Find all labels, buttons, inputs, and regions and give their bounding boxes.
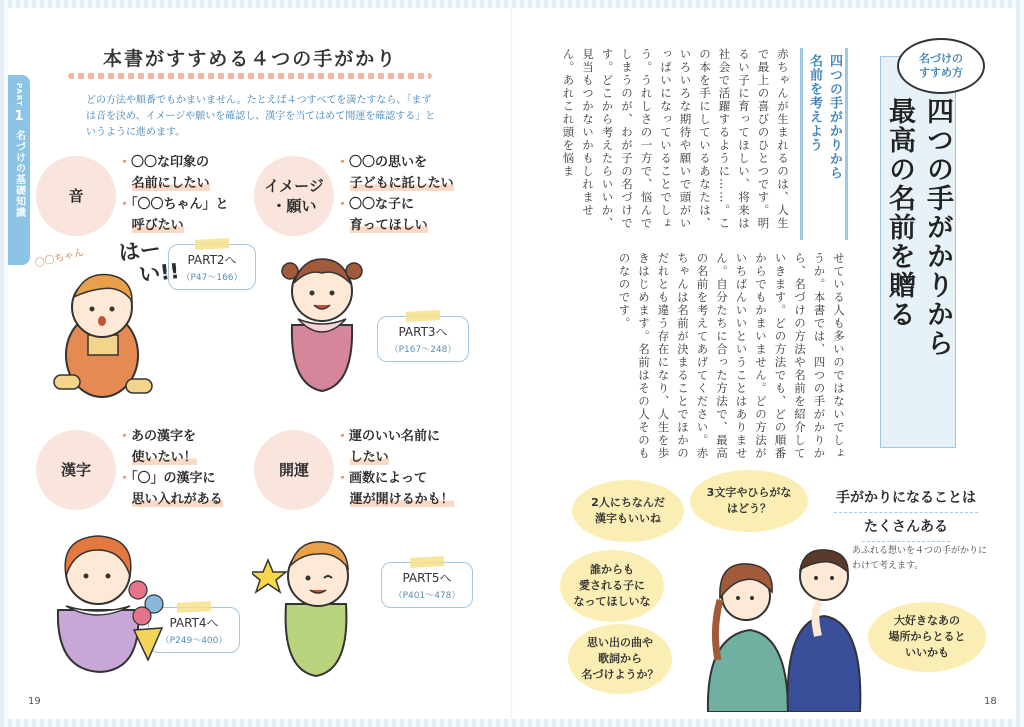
point-line: 使いたい！	[131, 450, 197, 465]
part-tab-number: 1	[14, 108, 24, 124]
clue-points-luck: ・運のいい名前に したい ・画数によって 運が開けるかも！	[336, 429, 454, 507]
clue-circle-kanji	[36, 430, 116, 510]
ref-label: PART2へ	[187, 253, 237, 267]
point-line: 名前にしたい	[131, 176, 210, 191]
baby-illustration-2	[262, 245, 382, 405]
side-caption: あふれる想いを４つの手がかりにわけて考えます。	[852, 546, 988, 571]
point-line: 画数によって	[349, 471, 428, 486]
clue-points-image: ・〇〇の思いを 子どもに託したい ・〇〇な子に 育ってほしい	[336, 155, 454, 233]
ref-pages: （P47〜166）	[181, 273, 243, 283]
bubble-line: 大好きなあの	[894, 614, 960, 627]
subtitle-column	[800, 48, 848, 240]
speech-bubble-5	[868, 602, 986, 672]
subtitle	[804, 54, 844, 240]
bubble-line: いいかも	[905, 646, 949, 659]
intro-text: どの方法や順番でもかまいません。たとえば４つすべてを満たすなら、「まずは音を決め、イメージや願いを確認し、漢字を当てはめて開運を確認する」というように進めます。	[86, 95, 436, 138]
point-line: 運が開けるかも！	[349, 492, 454, 507]
bubble-line: 漢字もいいね	[595, 512, 661, 525]
bubble-line: 歌詞から	[598, 652, 642, 665]
right-page-number: 18	[984, 696, 997, 707]
baby-illustration-3	[38, 520, 188, 680]
bubble-line: 名づけようか？	[581, 668, 659, 681]
clue-circle-luck	[254, 430, 334, 510]
page-title	[880, 97, 956, 447]
baby-illustration-1	[40, 255, 170, 405]
bubble-line: なってほしいな	[573, 595, 651, 608]
bubble-line: はどう？	[727, 502, 771, 515]
point-line: 「〇」の漢字に	[131, 471, 216, 486]
page-title-line: 四つの手がかりから	[922, 97, 953, 358]
left-page-number: 19	[28, 696, 41, 707]
clue-name: 漢字	[60, 461, 91, 479]
tape	[410, 556, 444, 568]
clue-circle-sound	[36, 156, 116, 236]
clue-circle-image	[254, 156, 334, 236]
point-line: 思い入れがある	[131, 492, 223, 507]
bubble-line: 愛される子に	[579, 579, 645, 592]
clue-points-sound: ・〇〇な印象の 名前にしたい ・「〇〇ちゃん」と 呼びたい	[118, 155, 229, 233]
section-tag-line: すすめ方	[918, 66, 964, 79]
speech-bubble-2	[690, 470, 808, 532]
part-tab-label: PART	[15, 83, 23, 107]
body-text-top: 赤ちゃんが生まれるのは、人生で最上の喜びのひとつです。明るい子に育ってほしい、将来は社会で活躍するように……。この本を手にしているあなたは、いろいろな期待や願いで頭がいっぱいになっていることでしょう。うれしさの一方で、悩んでしまうのが、わが子の名づけです。どこから考えたらいいか、見当もつかないかもしれません。あれこれ頭を悩ま	[561, 48, 790, 230]
ref-label: PART5へ	[402, 571, 452, 585]
ref-pages: （P249〜400）	[160, 636, 228, 646]
side-title-line: 手がかりになることは	[834, 484, 978, 513]
clue-points-kanji: ・あの漢字を 使いたい！ ・「〇」の漢字に 思い入れがある	[118, 429, 223, 507]
point-line: 〇〇な子に	[349, 197, 415, 212]
clue-name: ・願い	[271, 197, 317, 215]
subtitle-line: 四つの手がかりから	[827, 54, 842, 180]
speech-bubble-1	[572, 480, 684, 542]
subtitle-line: 名前を考えよう	[807, 54, 822, 152]
clue-name: イメージ	[264, 177, 324, 195]
point-line: 呼びたい	[131, 218, 184, 233]
left-page-title: 本書がすすめる４つの手がかり	[103, 48, 398, 70]
section-tag	[897, 38, 985, 94]
parents-illustration	[688, 540, 868, 712]
title-underline	[68, 73, 432, 79]
ref-part5	[381, 562, 473, 608]
clue-name: 開運	[278, 461, 309, 479]
point-line: 〇〇の思いを	[349, 155, 428, 170]
bubble-line: 2人にちなんだ	[591, 496, 665, 509]
callout-chan: 〇〇ちゃん	[33, 247, 86, 270]
gutter	[511, 8, 513, 719]
speech-bubble-3	[560, 550, 664, 622]
baby-illustration-4	[252, 520, 382, 690]
body-text-bottom: せている人も多いのではないでしょうか。本書では、四つの手がかりから、名づけの方法や名前を紹介していきます。どの方法でも、どの順番からでもかまいません。どの方法がいちばんいいということはありません。自分たちに合った方法で、最高の名前を考えてあげてください。赤ちゃんは名前が決まることでほかのだれとも違う存在になり、人生を歩きはじめます。名前はその人そのものなのです。	[617, 252, 846, 460]
part-tab	[8, 75, 30, 265]
speech-bubble-4	[568, 624, 672, 694]
point-line: 育ってほしい	[349, 218, 428, 233]
point-line: 「〇〇ちゃん」と	[131, 197, 229, 212]
ref-pages: （P401〜478）	[393, 591, 461, 601]
page-title-line: 最高の名前を贈る	[884, 97, 915, 329]
point-line: 〇〇な印象の	[131, 155, 210, 170]
bubble-line: 場所からとると	[888, 630, 966, 643]
point-line: 運のいい名前に	[349, 429, 441, 444]
title-panel	[880, 56, 956, 448]
section-tag-line: 名づけの	[919, 52, 963, 65]
callout-hai-line: はー	[117, 236, 162, 266]
point-line: したい	[349, 450, 389, 465]
ref-label: PART3へ	[398, 325, 448, 339]
ref-part3	[377, 316, 469, 362]
ref-pages: （P167〜248）	[389, 345, 457, 355]
tape	[195, 238, 229, 250]
point-line: あの漢字を	[131, 429, 197, 444]
ref-label: PART4へ	[169, 616, 219, 630]
tape	[406, 310, 440, 322]
part-tab-title: 名づけの基礎知識	[13, 129, 25, 218]
ref-part2	[168, 244, 256, 290]
side-title	[822, 484, 990, 542]
point-line: 子どもに託したい	[349, 176, 454, 191]
bubble-line: 3文字やひらがな	[706, 486, 792, 499]
bubble-line: 誰からも	[590, 563, 634, 576]
clue-name: 音	[68, 187, 84, 205]
side-title-line: たくさんある	[862, 513, 950, 542]
callout-hai-line: い!!	[138, 258, 181, 288]
bubble-line: 思い出の曲や	[587, 636, 653, 649]
